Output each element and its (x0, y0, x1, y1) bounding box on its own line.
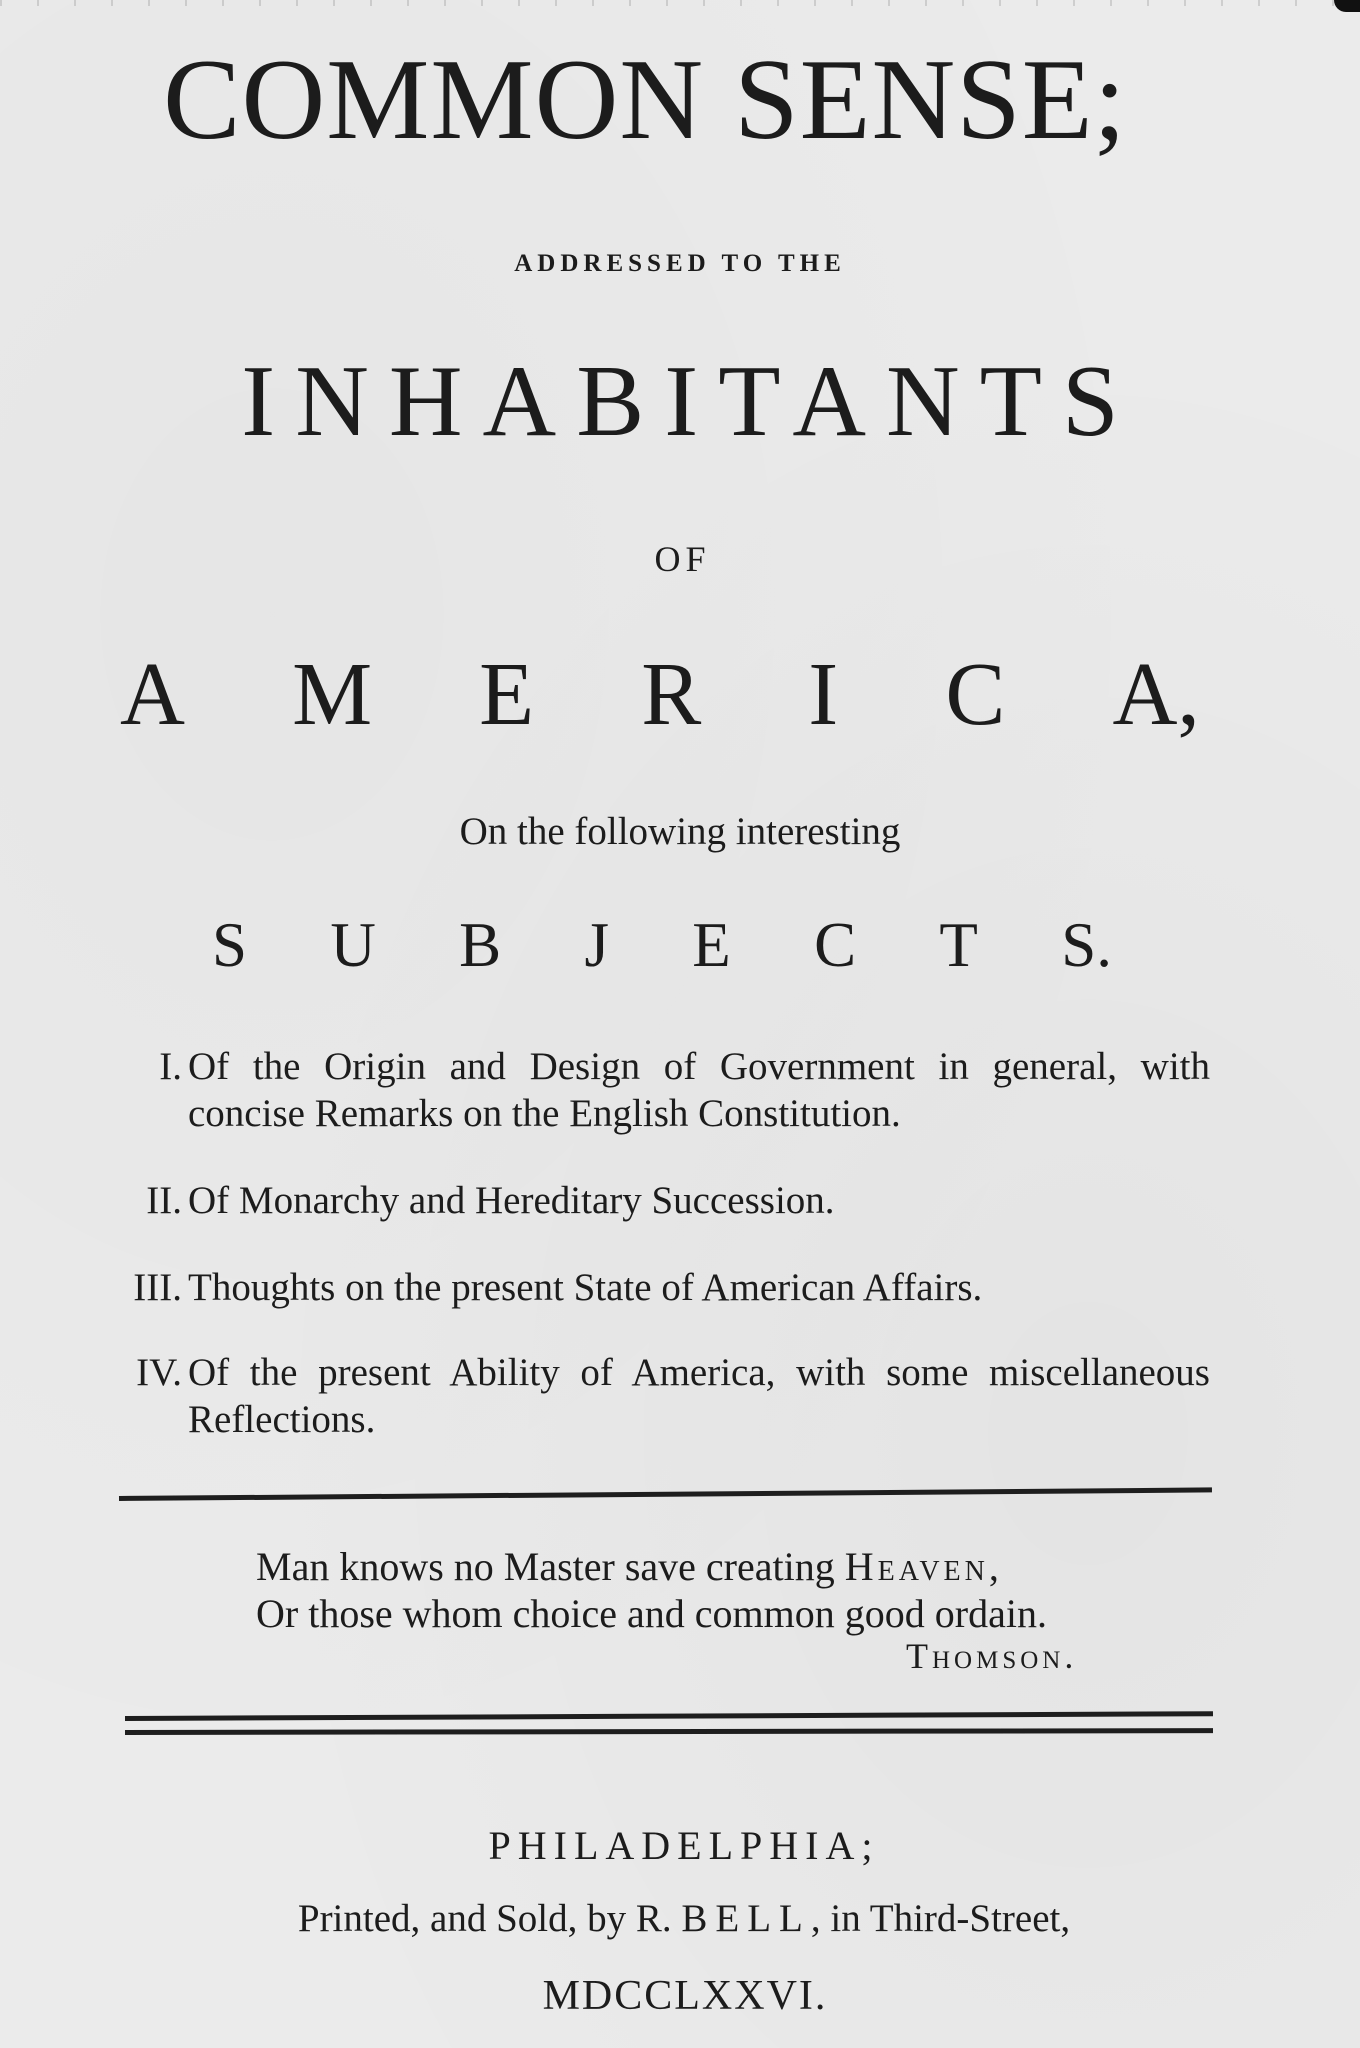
subjects-letter: C (814, 910, 857, 980)
epigraph-line-2: Or those whom choice and common good ordain. (256, 1591, 1047, 1636)
america-letter: A (120, 645, 185, 744)
subjects-letter: S. (1061, 910, 1112, 980)
page-corner-shadow (1334, 0, 1360, 12)
printer-name: BELL (681, 1897, 811, 1940)
subject-text: Of the present Ability of America, with some miscellaneous Reflections. (188, 1351, 1210, 1441)
subject-item (110, 1349, 1210, 1443)
imprint-printer (0, 1895, 1360, 1943)
subtitle-line: On the following interesting (459, 810, 901, 853)
america-letter: A, (1112, 645, 1200, 744)
subject-text: Of Monarchy and Hereditary Succession. (188, 1179, 835, 1222)
epigraph-text: Man knows no Master save creating (256, 1544, 845, 1589)
subjects-letter: E (692, 910, 731, 980)
printer-prefix: Printed, and Sold, by R. (297, 1897, 682, 1940)
subject-numeral: IV. (136, 1351, 182, 1394)
epigraph-line-1 (256, 1543, 1047, 1590)
subjects-heading (212, 912, 1112, 978)
subject-text: Of the Origin and Design of Government in general, with concise Remarks on the English Constitution. (188, 1045, 1210, 1135)
subject-item (110, 1177, 1210, 1224)
subjects-letter: B (459, 910, 502, 980)
subjects-letter: T (939, 910, 978, 980)
epigraph (256, 1543, 1047, 1637)
subject-text: Thoughts on the present State of American Affairs. (188, 1266, 983, 1309)
subject-numeral: II. (146, 1179, 182, 1222)
subjects-letter: U (330, 910, 376, 980)
america-letter: M (292, 645, 373, 744)
of-line: OF (654, 539, 711, 579)
imprint-city: PHILADELPHIA; (488, 1823, 880, 1868)
document-title: COMMON SENSE; (163, 36, 1127, 164)
subject-numeral: III. (133, 1266, 182, 1309)
epigraph-punctuation: , (988, 1544, 999, 1589)
audience-heading: INHABITANTS (241, 345, 1139, 458)
double-rule-bottom (125, 1728, 1213, 1735)
america-letter: I (808, 645, 839, 744)
page-edge-damage (0, 0, 1360, 6)
addressed-to-line: ADDRESSED TO THE (514, 250, 846, 277)
america-letter: E (479, 645, 535, 744)
printer-suffix: , in Third-Street, (810, 1897, 1071, 1940)
subjects-letter: S (212, 910, 248, 980)
america-heading (120, 645, 1200, 744)
subjects-list (110, 1043, 1210, 1443)
double-rule-top (125, 1711, 1213, 1721)
america-letter: R (641, 645, 702, 744)
subject-item (110, 1264, 1210, 1311)
imprint-date: MDCCLXXVI. (542, 1973, 828, 2019)
divider-rule (119, 1487, 1212, 1501)
epigraph-emphasis: Heaven (844, 1544, 989, 1589)
subject-numeral: I. (159, 1045, 182, 1088)
epigraph-attribution: Thomson. (906, 1636, 1078, 1676)
subject-item (110, 1043, 1210, 1137)
america-letter: C (945, 645, 1006, 744)
subjects-letter: J (584, 910, 609, 980)
